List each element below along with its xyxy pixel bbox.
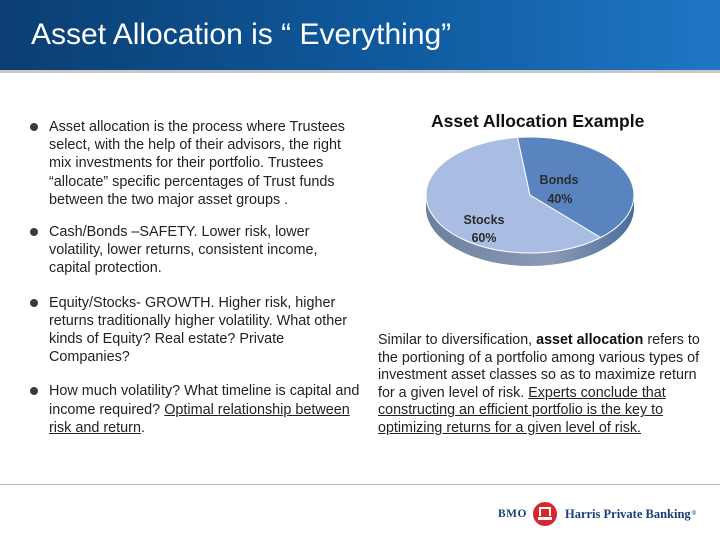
stocks-label: Stocks [463, 213, 505, 227]
bullet-text-tail: . [140, 419, 145, 436]
bullet-underlined-text: Optimal relationship between risk and return [49, 401, 350, 436]
bullet-text: Equity/Stocks- GROWTH. Higher risk, higher returns traditionally higher volatility. What other kinds of Equity? Real estate? Private Companies? [49, 294, 348, 366]
bmo-roundel-icon [533, 502, 557, 526]
title-divider [0, 70, 720, 73]
bullet-list [30, 118, 360, 437]
bullet-dot-icon [30, 299, 38, 307]
bullet-dot-icon [30, 228, 38, 236]
allocation-pie-chart [425, 105, 665, 305]
title-bar [0, 0, 720, 70]
footer-divider [0, 484, 720, 485]
bonds-value-label: 40% [547, 192, 573, 206]
bullet-text: Asset allocation is the process where Trustees select, with the help of their advisors, the right mix investments for their portfolio. Trustees “allocate” specific percentages of Trust funds between the two major asset groups . [49, 119, 345, 208]
definition-term: asset allocation [536, 332, 644, 348]
bullet-item [30, 118, 360, 209]
bonds-label: Bonds [539, 173, 579, 187]
logo-brand-text: Harris Private Banking [564, 506, 691, 521]
bullet-item [30, 223, 360, 278]
definition-body: refers to the portioning of a portfolio among various types of investment asset classes so as to maximize return for a given level of risk. [378, 332, 700, 401]
logo-bmo-text: BMO [498, 508, 527, 520]
bmo-harris-logo [498, 499, 696, 529]
asset-allocation-definition [378, 332, 710, 438]
bullet-item [30, 294, 360, 367]
bullet-dot-icon [30, 123, 38, 131]
bullet-text: Cash/Bonds –SAFETY. Lower risk, lower volatility, lower returns, consistent income, capital protection. [49, 224, 318, 277]
definition-conclusion: Experts conclude that constructing an efficient portfolio is the key to optimizing returns for a given level of risk. [378, 384, 666, 436]
slide-title: Asset Allocation is “ Everything” [31, 18, 452, 51]
bullet-item [30, 382, 360, 437]
bullet-dot-icon [30, 387, 38, 395]
definition-lead: Similar to diversification, [378, 332, 537, 348]
chart-title: Asset Allocation Example [431, 111, 645, 131]
pie-chart-svg [425, 105, 665, 305]
stocks-value-label: 60% [471, 231, 497, 245]
logo-registered-mark: ® [691, 511, 697, 517]
bullet-text: How much volatility? What timeline is capital and income required? [49, 383, 360, 418]
